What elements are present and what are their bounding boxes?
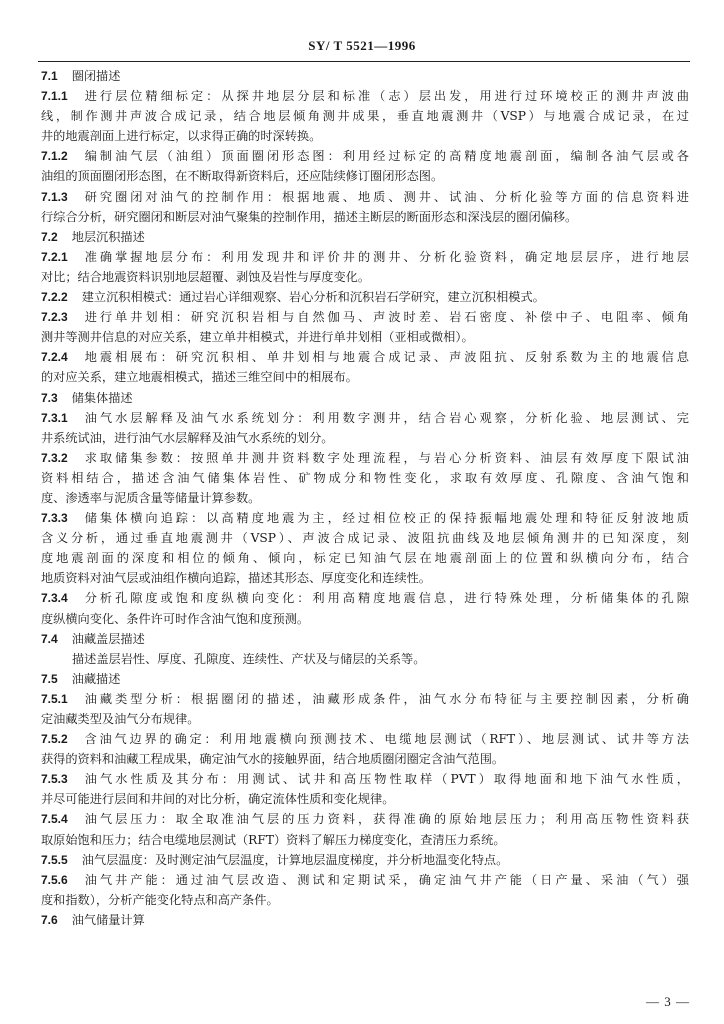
paragraph-line [41, 689, 689, 709]
line-text: 分析孔隙度或饱和度纵横向变化：利用高精度地震信息，进行特殊处理，分析储集体的孔隙 [81, 591, 689, 606]
clause-number: 7.3.1 [41, 410, 68, 425]
line-text: 地震相展布：研究沉积相、单井划相与地震合成记录、声波阻抗、反射系数为主的地震信息 [81, 350, 689, 365]
clause-number: 7.2.3 [41, 310, 68, 325]
line-text: 油藏类型分析：根据圈闭的描述，油藏形成条件，油气水分布特征与主要控制因素，分析确 [81, 691, 689, 706]
line-text: 圈闭描述 [71, 69, 121, 83]
paragraph-line [41, 347, 689, 367]
paragraph-line [41, 649, 689, 669]
paragraph-line [41, 327, 689, 347]
line-text: 含义分析，通过垂直地震测井（VSP）、声波合成记录、波阻抗曲线及地层倾角测井的已知深度，刻 [41, 531, 689, 546]
paragraph-line [41, 890, 689, 910]
paragraph-line [41, 86, 689, 106]
paragraph-line [41, 870, 689, 890]
clause-number: 7.4 [41, 631, 58, 646]
paragraph-line [41, 528, 689, 548]
clause-number: 7.5.5 [41, 852, 68, 867]
section-heading [41, 669, 689, 689]
document-body [41, 66, 689, 930]
paragraph-line [41, 830, 689, 850]
paragraph-line [41, 769, 689, 789]
line-text: 油气层压力：取全取准油气层的压力资料，获得准确的原始地层压力；利用高压物性资料获 [81, 812, 689, 827]
line-text: 建立沉积相模式：通过岩心详细观察、岩心分析和沉积岩石学研究，建立沉积相模式。 [81, 290, 545, 305]
line-text: 油藏描述 [71, 671, 121, 686]
paragraph-line [41, 166, 689, 186]
paragraph-line [41, 408, 689, 428]
line-text: 并尽可能进行层间和井间的对比分析，确定流体性质和变化规律。 [41, 792, 395, 807]
paragraph-line [41, 850, 689, 870]
clause-number: 7.2.2 [41, 290, 68, 305]
paragraph-line [41, 247, 689, 267]
line-text: 油气储量计算 [71, 912, 145, 927]
paragraph-line [41, 448, 689, 468]
line-text: 进行层位精细标定：从探井地层分层和标准（志）层出发，用进行过环境校正的测井声波曲 [81, 89, 689, 104]
line-text: 资料相结合，描述含油气储集体岩性、矿物成分和物性变化，求取有效厚度、孔隙度、含油气饱和 [41, 470, 689, 485]
clause-number: 7.5.6 [41, 872, 68, 887]
clause-number: 7.1.3 [41, 189, 68, 204]
clause-number: 7.5.1 [41, 691, 68, 706]
line-text: 测井等测井信息的对应关系，建立单井相模式，并进行单井划相（亚相或微相）。 [41, 330, 474, 345]
paragraph-line [41, 568, 689, 588]
page-header: SY/ T 5521—1996 [308, 38, 416, 53]
line-text: 井系统试油，进行油气水层解释及油气水系统的划分。 [41, 430, 334, 445]
section-heading [41, 227, 689, 247]
paragraph-line [41, 267, 689, 287]
line-text: 获得的资料和油藏工程成果，确定油气水的接触界面，结合地质圈闭圈定含油气范围。 [41, 752, 505, 767]
paragraph-line [41, 126, 689, 146]
line-text: 研究圈闭对油气的控制作用：根据地震、地质、测井、试油、分析化验等方面的信息资料进 [81, 189, 689, 204]
paragraph-line [41, 287, 689, 307]
clause-number: 7.5.2 [41, 732, 68, 747]
paragraph-line [41, 548, 689, 568]
clause-number: 7.6 [41, 912, 58, 927]
line-text: 度地震剖面的深度和相位的倾角、倾向，标定已知油气层在地震剖面上的位置和纵横向分布，结合 [41, 551, 689, 566]
clause-number: 7.5 [41, 671, 58, 686]
paragraph-line [41, 488, 689, 508]
clause-number: 7.3 [41, 390, 58, 405]
clause-number: 7.3.4 [41, 591, 68, 606]
clause-number: 7.1.2 [41, 149, 68, 164]
paragraph-line [41, 468, 689, 488]
section-heading [41, 388, 689, 408]
line-text: 编制油气层（油组）顶面圈闭形态图：利用经过标定的高精度地震剖面，编制各油气层或各 [81, 149, 689, 164]
line-text: 度和指数），分析产能变化特点和高产条件。 [41, 892, 279, 907]
paragraph-line [41, 508, 689, 528]
line-text: 油藏盖层描述 [71, 631, 145, 646]
clause-number: 7.2.4 [41, 350, 68, 365]
line-text: 井的地震剖面上进行标定，以求得正确的时深转换。 [41, 129, 322, 144]
line-text: 油组的顶面圈闭形态图，在不断取得新资料后，还应陆续修订圈闭形态图。 [41, 169, 444, 184]
clause-number: 7.5.4 [41, 812, 68, 827]
paragraph-line [41, 789, 689, 809]
paragraph-line [41, 367, 689, 387]
paragraph-line [41, 428, 689, 448]
line-text: 地层沉积描述 [71, 229, 145, 244]
line-text: 定油藏类型及油气分布规律。 [41, 712, 200, 726]
line-text: 进行单井划相：研究沉积岩相与自然伽马、声波时差、岩石密度、补偿中子、电阻率、倾角 [81, 310, 689, 325]
line-text: 行综合分析，研究圈闭和断层对油气聚集的控制作用，描述主断层的断面形态和深浅层的圈闭偏移。 [41, 209, 578, 224]
line-text: 的对应关系，建立地震相模式，描述三维空间中的相展布。 [41, 370, 358, 385]
clause-number: 7.2.1 [41, 249, 68, 264]
line-text: 油气水性质及其分布：用测试、试井和高压物性取样（PVT）取得地面和地下油气水性质， [81, 772, 689, 787]
clause-number: 7.2 [41, 229, 58, 244]
line-text: 油气水层解释及油气水系统划分：利用数字测井，结合岩心观察，分析化验、地层测试、完 [81, 410, 689, 425]
page-number: — 3 — [646, 994, 690, 1009]
clause-number: 7.1 [41, 69, 58, 83]
paragraph-line [41, 146, 689, 166]
line-text: 线，制作测井声波合成记录，结合地层倾角测井成果，垂直地震测井（VSP）与地震合成记录，在过 [41, 109, 689, 124]
section-heading [41, 910, 689, 930]
clause-number: 7.3.3 [41, 511, 68, 526]
paragraph-line [41, 609, 689, 629]
paragraph-line [41, 106, 689, 126]
section-heading [41, 629, 689, 649]
line-text: 油气井产能：通过油气层改造、测试和定期试采，确定油气井产能（日产量、采油（气）强 [81, 872, 689, 887]
section-heading [41, 66, 689, 86]
line-text: 对比；结合地震资料识别地层超覆、剥蚀及岩性与厚度变化。 [41, 269, 371, 284]
clause-number: 7.3.2 [41, 450, 68, 465]
line-text: 储集体横向追踪：以高精度地震为主，经过相位校正的保持振幅地震处理和特征反射波地质 [81, 511, 689, 526]
line-text: 含油气边界的确定：利用地震横向预测技术、电缆地层测试（RFT）、地层测试、试井等方法 [81, 732, 689, 747]
clause-number: 7.5.3 [41, 772, 68, 787]
paragraph-line [41, 588, 689, 608]
line-text: 储集体描述 [71, 390, 133, 405]
paragraph-line [41, 749, 689, 769]
line-text: 度、渗透率与泥质含量等储量计算参数。 [41, 490, 261, 505]
paragraph-line [41, 729, 689, 749]
line-text: 地质资料对油气层或油组作横向追踪，描述其形态、厚度变化和连续性。 [41, 571, 431, 586]
line-text: 描述盖层岩性、厚度、孔隙度、连续性、产状及与储层的关系等。 [72, 651, 426, 666]
paragraph-line [41, 187, 689, 207]
line-text: 取原始饱和压力；结合电缆地层测试（RFT）资料了解压力梯度变化，查清压力系统。 [41, 832, 506, 847]
line-text: 度纵横向变化、条件许可时作含油气饱和度预测。 [41, 611, 310, 626]
clause-number: 7.1.1 [41, 89, 68, 104]
paragraph-line [41, 307, 689, 327]
line-text: 准确掌握地层分布：利用发现井和评价井的测井、分析化验资料，确定地层层序，进行地层 [81, 249, 689, 264]
line-text: 求取储集参数：按照单井测井资料数字处理流程，与岩心分析资料、油层有效厚度下限试油 [81, 450, 689, 465]
paragraph-line [41, 709, 689, 729]
header-rule [38, 61, 690, 62]
paragraph-line [41, 207, 689, 227]
line-text: 油气层温度：及时测定油气层温度，计算地层温度梯度，并分析地温变化特点。 [81, 852, 509, 867]
paragraph-line [41, 809, 689, 829]
